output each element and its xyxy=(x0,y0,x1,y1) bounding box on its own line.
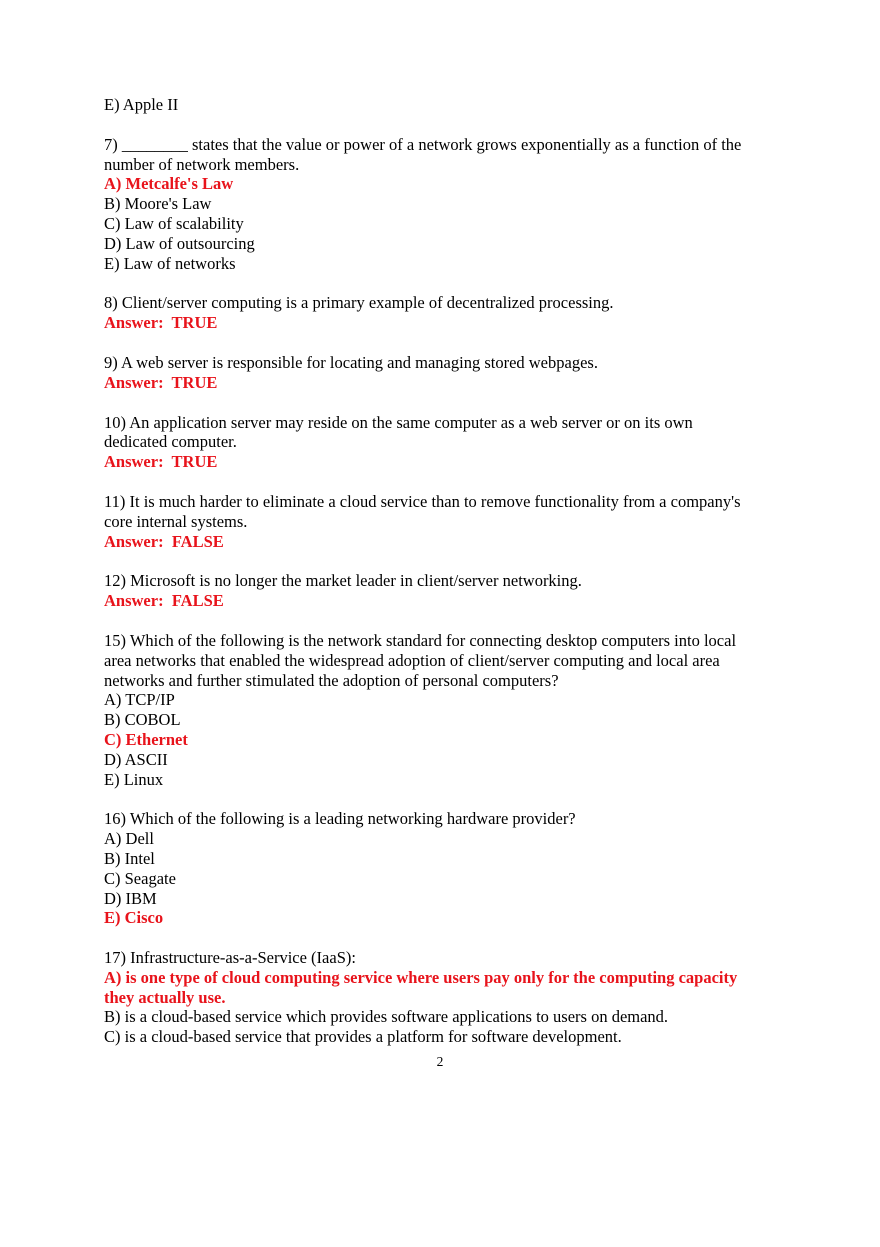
paragraph-spacer xyxy=(104,472,780,492)
text-line: 16) Which of the following is a leading networking hardware provider? xyxy=(104,809,576,829)
text-line: 15) Which of the following is the network standard for connecting desktop computers into local xyxy=(104,630,737,650)
text-line: C) Law of scalability xyxy=(104,213,244,233)
paragraph-spacer xyxy=(104,928,780,948)
paragraph-spacer xyxy=(104,333,780,353)
text-line: A) Dell xyxy=(104,829,154,849)
text-line: dedicated computer. xyxy=(104,432,237,452)
paragraph-spacer xyxy=(104,789,780,809)
page-content xyxy=(104,95,780,1047)
text-line: B) Moore's Law xyxy=(104,194,212,214)
answer-line: C) Ethernet xyxy=(104,729,188,749)
text-line: 17) Infrastructure-as-a-Service (IaaS): xyxy=(104,948,356,968)
text-line: B) COBOL xyxy=(104,710,181,730)
text-line: 8) Client/server computing is a primary example of decentralized processing. xyxy=(104,293,614,313)
answer-line: Answer: TRUE xyxy=(104,372,218,392)
text-line: D) Law of outsourcing xyxy=(104,233,255,253)
text-line: B) is a cloud-based service which provides software applications to users on demand. xyxy=(104,1007,669,1027)
text-line: E) Linux xyxy=(104,769,164,789)
text-line: core internal systems. xyxy=(104,511,248,531)
text-line: D) ASCII xyxy=(104,749,168,769)
paragraph-spacer xyxy=(104,273,780,293)
answer-line: they actually use. xyxy=(104,987,226,1007)
text-line: networks and further stimulated the adoption of personal computers? xyxy=(104,670,559,690)
answer-line: Answer: FALSE xyxy=(104,591,224,611)
text-line: area networks that enabled the widespread adoption of client/server computing and local area xyxy=(104,650,720,670)
text-line: 12) Microsoft is no longer the market leader in client/server networking. xyxy=(104,571,582,591)
text-line: C) Seagate xyxy=(104,868,176,888)
text-line: E) Law of networks xyxy=(104,253,236,273)
answer-line: Answer: TRUE xyxy=(104,452,218,472)
text-line: 9) A web server is responsible for locating and managing stored webpages. xyxy=(104,352,598,372)
text-line: A) TCP/IP xyxy=(104,690,175,710)
paragraph-spacer xyxy=(104,115,780,135)
answer-line: A) is one type of cloud computing service where users pay only for the computing capacity xyxy=(104,967,738,987)
answer-line: A) Metcalfe's Law xyxy=(104,174,234,194)
answer-line: Answer: FALSE xyxy=(104,531,224,551)
text-line: number of network members. xyxy=(104,154,300,174)
answer-line: E) Cisco xyxy=(104,908,164,928)
paragraph-spacer xyxy=(104,611,780,631)
text-line: 7) ________ states that the value or power of a network grows exponentially as a function of the xyxy=(104,134,742,154)
answer-line: Answer: TRUE xyxy=(104,313,218,333)
text-line: E) Apple II xyxy=(104,95,179,114)
paragraph-spacer xyxy=(104,393,780,413)
page-number: 2 xyxy=(436,1054,444,1069)
text-line: D) IBM xyxy=(104,888,157,908)
text-line: C) is a cloud-based service that provides a platform for software development. xyxy=(104,1027,622,1047)
paragraph-spacer xyxy=(104,551,780,571)
text-line: 10) An application server may reside on the same computer as a web server or on its own xyxy=(104,412,693,432)
text-line: B) Intel xyxy=(104,848,155,868)
text-line: 11) It is much harder to eliminate a cloud service than to remove functionality from a company's xyxy=(104,491,741,511)
